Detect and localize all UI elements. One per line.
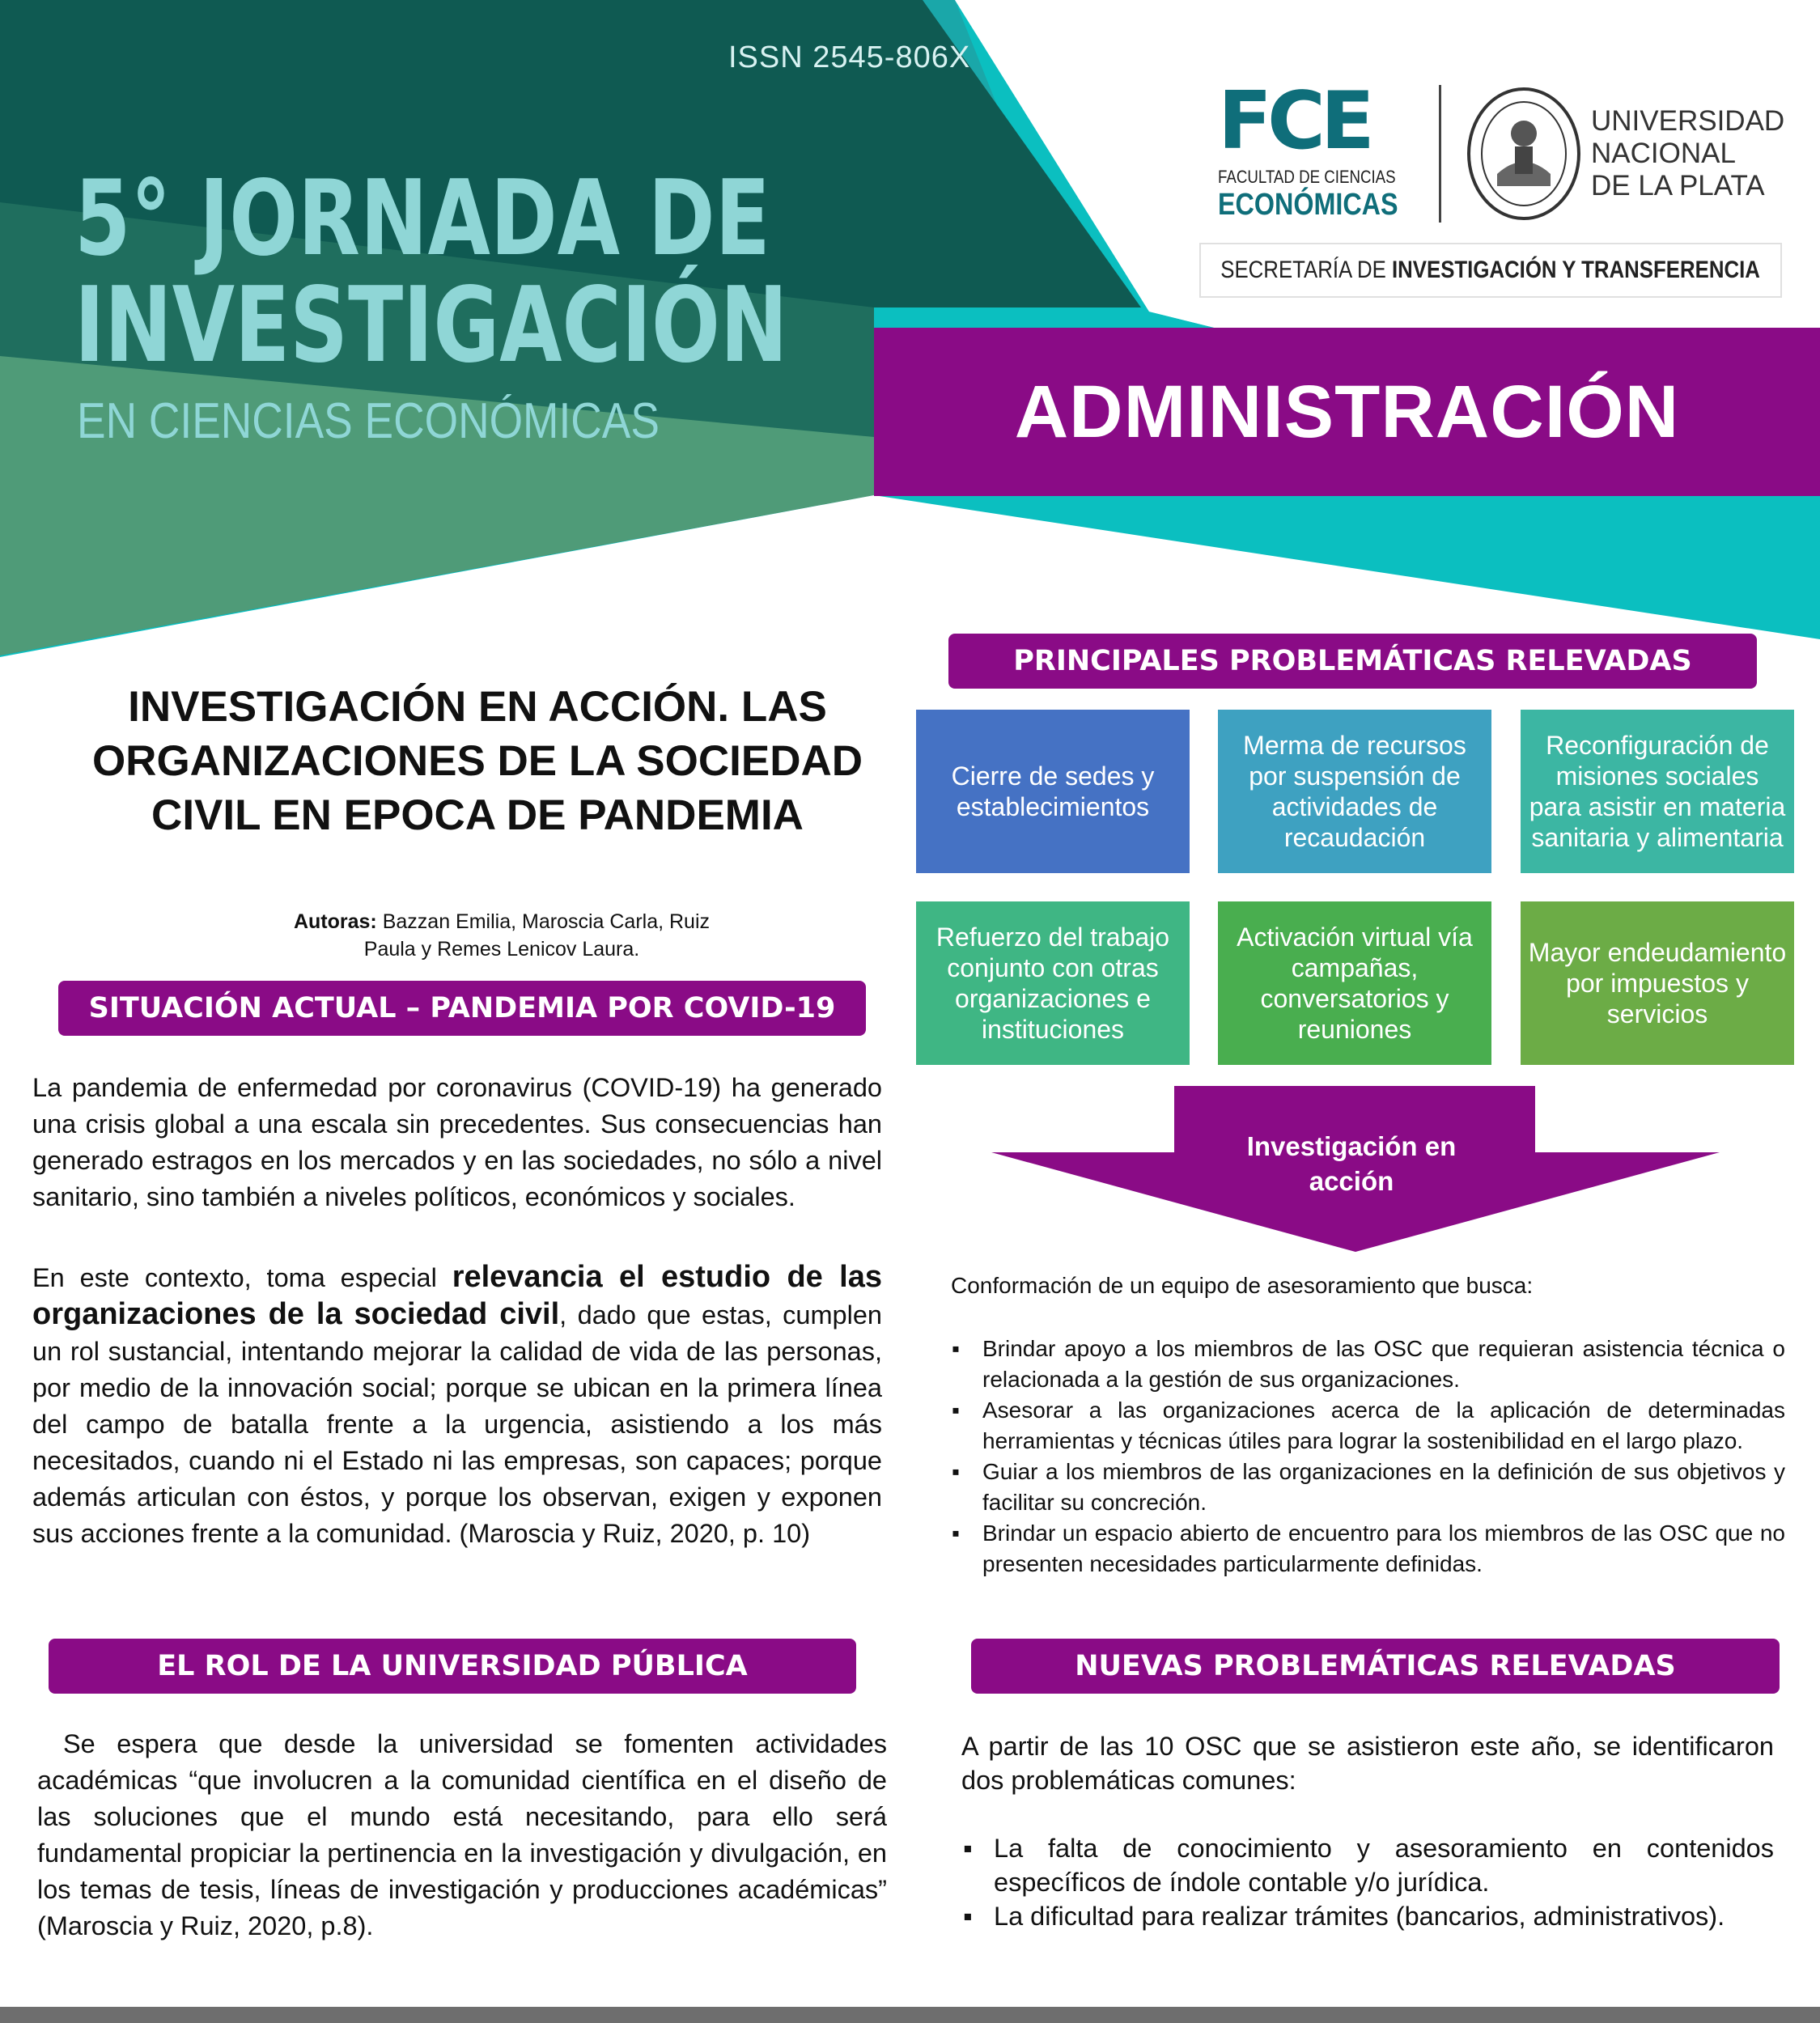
unlp-seal-icon (1465, 85, 1583, 223)
footer-bar (0, 2007, 1820, 2023)
nuevas-list (963, 1831, 1774, 1933)
fce-logo (1218, 75, 1404, 227)
section-heading-situacion: SITUACIÓN ACTUAL – PANDEMIA POR COVID-19 (58, 981, 866, 1036)
bullet-icon: ▪ (963, 1834, 973, 1863)
situacion-paragraph-1: La pandemia de enfermedad por coronavirus (COVID-19) ha generado una crisis global a una escala sin precedentes. Sus consecuencias han generado estragos en los mercados y en las sociedades, no sólo a nivel sanitario, sino también a niveles políticos, económicos y sociales. (32, 1073, 882, 1211)
event-subtitle: EN CIENCIAS ECONÓMICAS (77, 393, 660, 449)
secretaria-banner (1199, 243, 1782, 298)
secretaria-bold: INVESTIGACIÓN Y TRANSFERENCIA (1392, 257, 1761, 283)
event-title (74, 159, 788, 386)
problem-box: Refuerzo del trabajo conjunto con otras organizaciones e instituciones (916, 901, 1190, 1065)
event-title-line2: INVESTIGACIÓN (74, 265, 788, 386)
secretaria-prefix: SECRETARÍA DE (1220, 257, 1387, 283)
list-item: ▪ Asesorar a las organizaciones acerca de la aplicación de determinadas herramientas y técnicas útiles para lograr la sostenibilidad en el largo plazo. (982, 1395, 1785, 1457)
problem-box: Reconfiguración de misiones sociales para asistir en materia sanitaria y alimentaria (1521, 710, 1794, 873)
situacion-p2-end: , dado que estas, cumplen un rol sustancial, intentando mejorar la calidad de vida de las personas, por medio de la innovación social; porque se ubican en la primera línea del campo de batalla frente a la urgencia, asistiendo a los más necesitados, cuando ni el Estado ni las empresas, son capaces; porque además articulan con éstos, y porque los observan, exigen y exponen sus acciones frente a la comunidad. (Maroscia y Ruiz, 2020, p. 10) (32, 1300, 882, 1548)
bullet-icon: ▪ (963, 1902, 973, 1931)
universidad-paragraph: Se espera que desde la universidad se fomenten actividades académicas “que involucren a la comunidad científica en el diseño de las soluciones que el mundo está necesitando, para ello será fundamental propiciar la pertinencia en la investigación y divulgación, en los temas de tesis, líneas de investigación y producciones académicas” (Maroscia y Ruiz, 2020, p.8). (37, 1729, 887, 1940)
bullet-icon: ▪ (952, 1459, 960, 1484)
equipo-intro: Conformación de un equipo de asesoramiento que busca: (951, 1273, 1534, 1298)
paper-authors (202, 908, 801, 963)
bullet-icon: ▪ (952, 1397, 960, 1423)
list-item: ▪ Brindar apoyo a los miembros de las OSC que requieran asistencia técnica o relacionada a la gestión de sus organizaciones. (982, 1334, 1785, 1395)
problem-box: Mayor endeudamiento por impuestos y servicios (1521, 901, 1794, 1065)
equipo-list (952, 1334, 1785, 1580)
arrow-label (1173, 1129, 1529, 1198)
fce-logo-mark: FCE (1218, 75, 1370, 168)
list-item: ▪ Brindar un espacio abierto de encuentro para los miembros de las OSC que no presenten necesidades particularmente definidas. (982, 1518, 1785, 1580)
bullet-icon: ▪ (952, 1520, 960, 1546)
unlp-line3: DE LA PLATA (1591, 170, 1765, 201)
list-item: ▪ Guiar a los miembros de las organizaciones en la definición de sus objetivos y facilitar su concreción. (982, 1457, 1785, 1518)
problem-box: Cierre de sedes y establecimientos (916, 710, 1190, 873)
fce-logo-line1: FACULTAD DE CIENCIAS (1218, 167, 1396, 187)
bullet-icon: ▪ (952, 1336, 960, 1361)
list-item: ▪ La falta de conocimiento y asesoramiento en contenidos específicos de índole contable y/o jurídica. (994, 1831, 1774, 1899)
problem-box: Activación virtual vía campañas, conversatorios y reuniones (1218, 901, 1491, 1065)
nuevas-paragraph: A partir de las 10 OSC que se asistieron este año, se identificaron dos problemáticas comunes: (961, 1732, 1774, 1795)
authors-line2: Paula y Remes Lenicov Laura. (363, 938, 640, 961)
arrow-label-line2: acción (1309, 1166, 1394, 1196)
arrow-label-line1: Investigación en (1246, 1131, 1457, 1161)
fce-logo-line2: ECONÓMICAS (1218, 188, 1398, 222)
section-heading-nuevas: NUEVAS PROBLEMÁTICAS RELEVADAS (971, 1639, 1780, 1694)
logo-divider (1439, 85, 1441, 223)
situacion-p2-start: En este contexto, toma especial (32, 1263, 452, 1292)
issn-label: ISSN 2545-806X (728, 40, 971, 74)
list-item: ▪ La dificultad para realizar trámites (bancarios, administrativos). (994, 1899, 1774, 1933)
section-heading-universidad: EL ROL DE LA UNIVERSIDAD PÚBLICA (49, 1639, 856, 1694)
unlp-name (1591, 105, 1784, 202)
unlp-line2: NACIONAL (1591, 138, 1736, 169)
event-title-line1: 5° JORNADA DE (74, 159, 770, 279)
authors-line1: Bazzan Emilia, Maroscia Carla, Ruiz (382, 910, 711, 933)
section-heading-problematicas: PRINCIPALES PROBLEMÁTICAS RELEVADAS (948, 634, 1757, 689)
authors-label: Autoras: (293, 910, 377, 933)
situacion-p2-emphasis: relevancia el estudio de las organizaciones de la sociedad civil (32, 1260, 882, 1331)
paper-title: INVESTIGACIÓN EN ACCIÓN. LAS ORGANIZACIONES DE LA SOCIEDAD CIVIL EN EPOCA DE PANDEMIA (91, 683, 863, 839)
area-banner: ADMINISTRACIÓN (874, 328, 1820, 496)
situacion-paragraph-2 (32, 1259, 882, 1552)
unlp-line1: UNIVERSIDAD (1591, 105, 1785, 137)
problem-box: Merma de recursos por suspensión de actividades de recaudación (1218, 710, 1491, 873)
